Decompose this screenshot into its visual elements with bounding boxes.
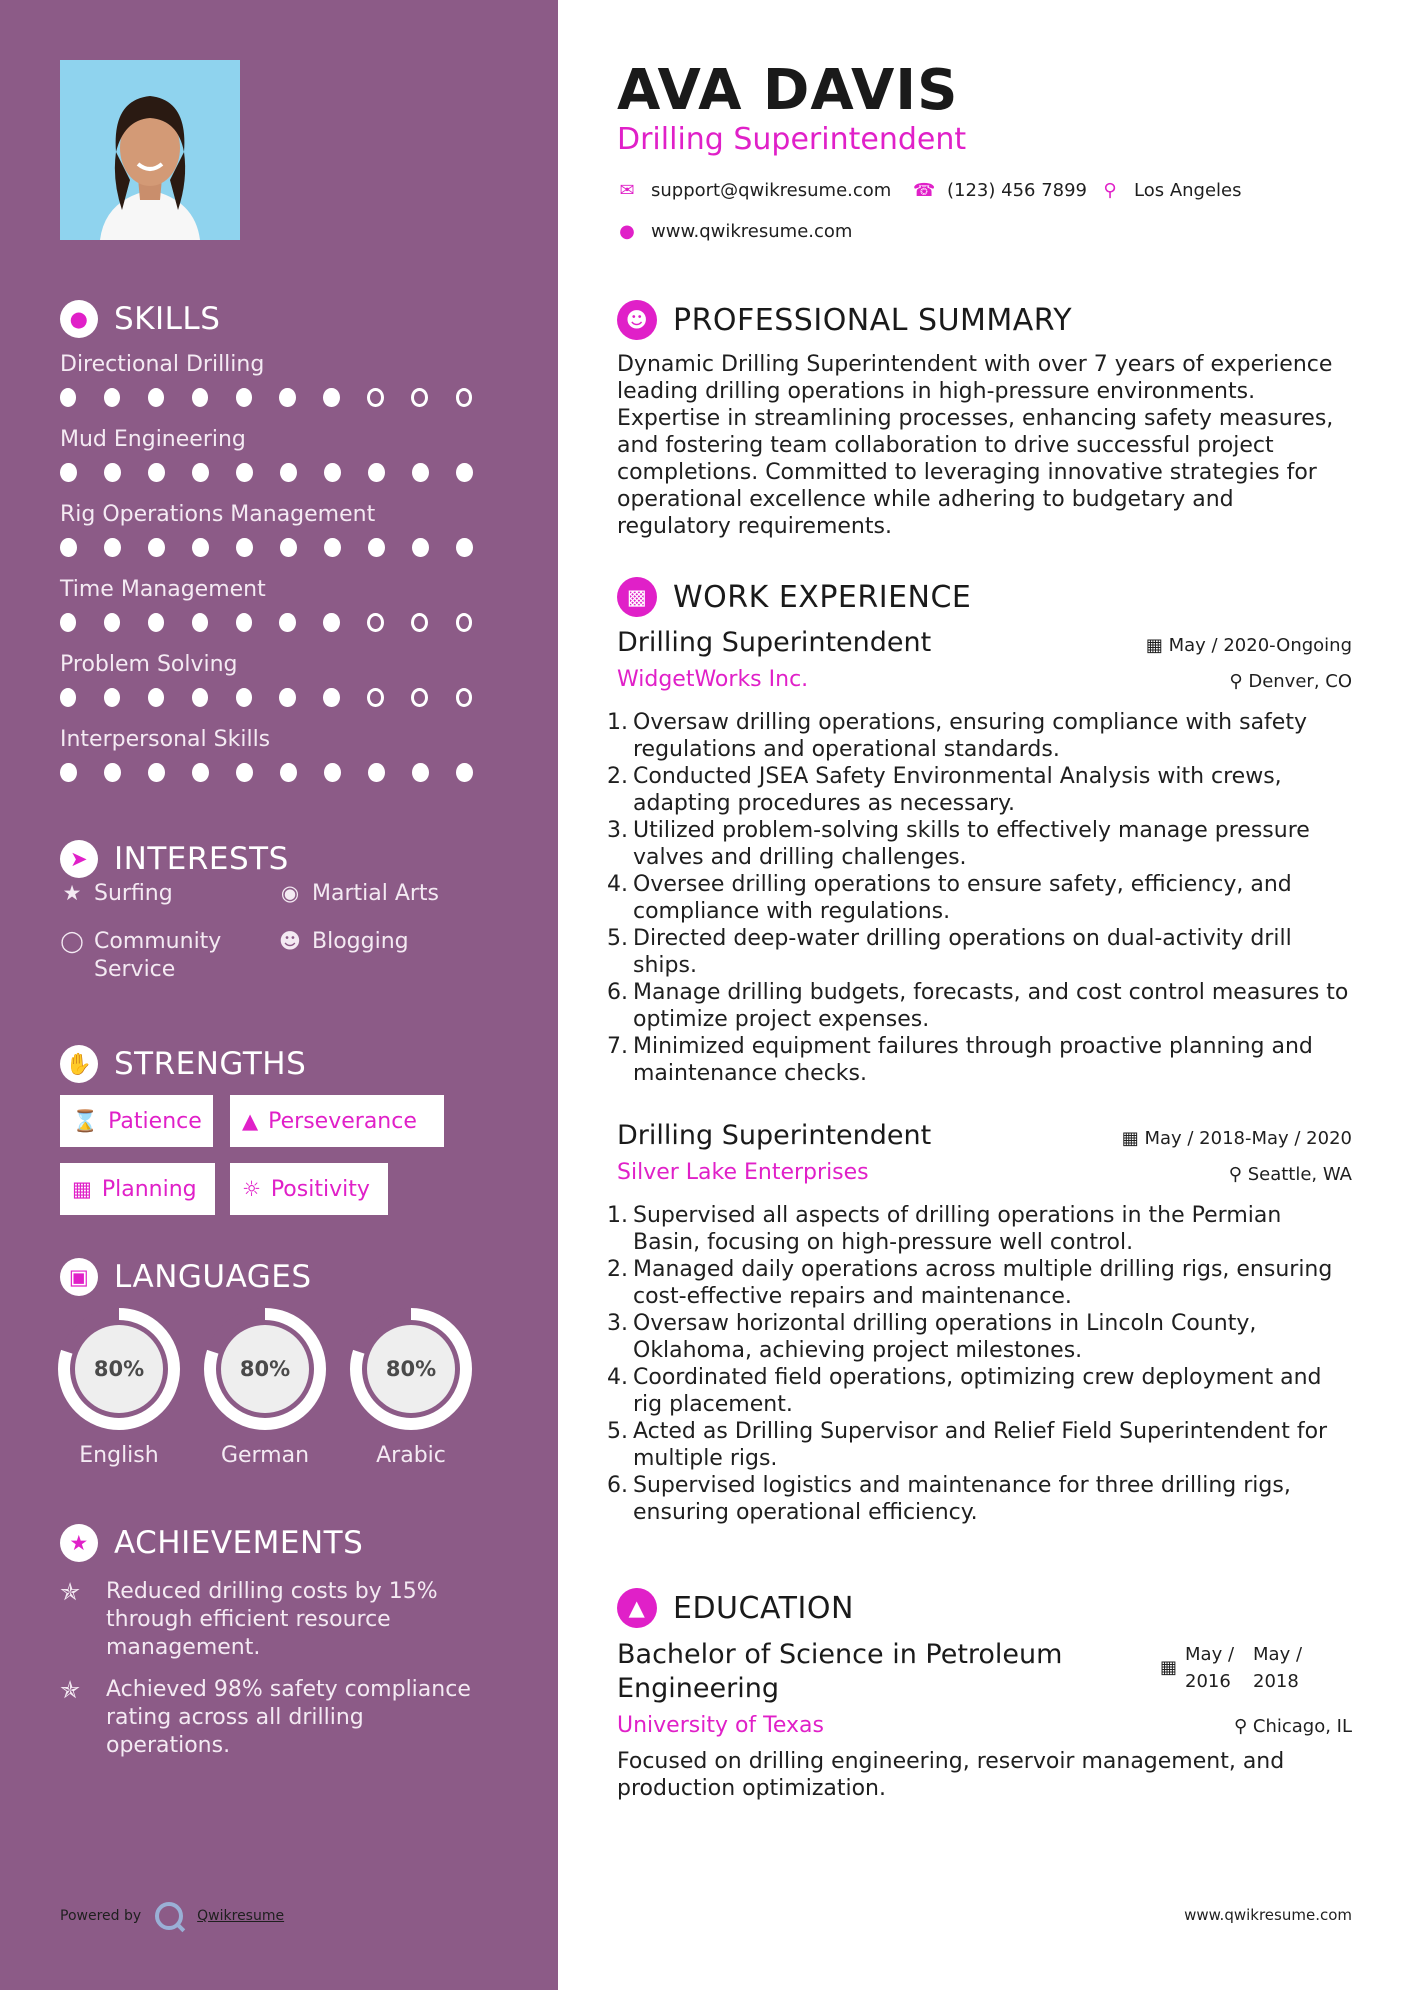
job-bullet — [607, 979, 1352, 1033]
calendar-icon: ▦ — [1121, 1128, 1139, 1149]
strength-chip: ⌛ Patience — [60, 1095, 213, 1147]
language-percent: 80% — [239, 1357, 291, 1381]
rating-dot-filled — [412, 538, 429, 557]
rating-dot-filled — [280, 763, 297, 782]
rating-dot-filled — [148, 538, 165, 557]
skill-item — [60, 352, 500, 427]
job-bullet — [607, 871, 1352, 925]
job-bullet — [607, 1256, 1352, 1310]
languages-heading: ▣ LANGUAGES — [60, 1258, 312, 1296]
job-bullet — [607, 1418, 1352, 1472]
contact-website — [617, 221, 852, 242]
language-item — [201, 1307, 329, 1468]
rating-dot-empty — [411, 613, 428, 632]
rating-dot-filled — [192, 688, 208, 707]
rating-dot-filled — [192, 613, 208, 632]
interests-heading: ➤ INTERESTS — [60, 840, 289, 878]
bullet-number: 2. — [607, 1257, 628, 1282]
job-title: Drilling Superintendent — [617, 627, 932, 658]
bullet-number: 4. — [607, 1365, 628, 1390]
skill-item — [60, 577, 500, 652]
skill-item — [60, 502, 500, 577]
fist-icon: ✋ — [60, 1045, 98, 1083]
school-name: University of Texas — [617, 1713, 824, 1738]
education-date: ▦ May / 2016 May / 2018 — [1160, 1641, 1313, 1695]
job-company: Silver Lake Enterprises — [617, 1160, 869, 1185]
phone-icon: ☎ — [913, 180, 936, 201]
rating-dot-filled — [412, 463, 429, 482]
rating-dot-filled — [236, 463, 253, 482]
star-burst-icon: ✯ — [60, 1676, 81, 1704]
bullet-number: 6. — [607, 980, 628, 1005]
pin-icon: ⚲ — [1228, 1164, 1242, 1185]
profile-photo — [60, 60, 240, 240]
lightbulb-icon: ● — [60, 300, 98, 338]
rating-dot-filled — [280, 538, 297, 557]
bullet-text: Coordinated field operations, optimizing crew deployment and rig placement. — [633, 1365, 1322, 1417]
language-item — [347, 1307, 475, 1468]
rating-dot-filled — [104, 688, 120, 707]
contact-location: ⚲ Los Angeles — [1100, 180, 1242, 201]
email-link[interactable]: support@qwikresume.com — [651, 180, 892, 201]
bullet-text: Utilized problem-solving skills to effectively manage pressure valves and drilling challenges. — [633, 818, 1310, 870]
calendar-icon: ▦ — [1160, 1657, 1178, 1678]
hourglass-icon: ⌛ — [72, 1108, 99, 1133]
education-location: ⚲ Chicago, IL — [1233, 1716, 1352, 1737]
star-burst-icon: ✯ — [60, 1578, 81, 1606]
skills-heading: ● SKILLS — [60, 300, 220, 338]
rating-dot-filled — [456, 763, 473, 782]
rating-dot-filled — [104, 613, 120, 632]
rating-dot-filled — [456, 463, 473, 482]
bullet-text: Supervised logistics and maintenance for three drilling rigs, ensuring operational efficiency. — [633, 1473, 1291, 1525]
rating-dot-filled — [324, 763, 341, 782]
language-name: German — [220, 1443, 310, 1468]
rating-dot-empty — [367, 688, 384, 707]
profile-portrait-image — [60, 60, 240, 240]
job-bullet — [607, 925, 1352, 979]
qwikresume-link[interactable]: Qwikresume — [197, 1908, 285, 1924]
language-percent: 80% — [385, 1357, 437, 1381]
rating-dot-empty — [367, 613, 384, 632]
rating-dot-filled — [60, 763, 77, 782]
qwikresume-logo-icon — [155, 1902, 183, 1930]
rating-dot-empty — [456, 388, 473, 407]
rating-dot-filled — [60, 688, 76, 707]
job-location: ⚲ Denver, CO — [1229, 671, 1352, 692]
calendar-icon: ▦ — [1145, 635, 1163, 656]
candidate-name: AVA DAVIS — [617, 58, 959, 123]
rating-dot-filled — [60, 463, 77, 482]
language-name: Arabic — [376, 1443, 446, 1468]
skills-list — [60, 352, 500, 802]
bullet-number: 2. — [607, 764, 628, 789]
rating-dot-empty — [456, 613, 473, 632]
skill-name: Interpersonal Skills — [60, 727, 271, 752]
skill-name: Problem Solving — [60, 652, 238, 677]
interest-item: ◯ Community Service — [60, 929, 222, 982]
powered-by: Powered by Qwikresume — [60, 1902, 284, 1930]
job-location: ⚲ Seattle, WA — [1228, 1164, 1352, 1185]
job-bullet — [607, 1202, 1352, 1256]
bullet-text: Directed deep-water drilling operations on dual-activity drill ships. — [633, 926, 1292, 978]
bullet-text: Managed daily operations across multiple drilling rigs, ensuring cost-effective repairs and maintenance. — [633, 1257, 1333, 1309]
education-description: Focused on drilling engineering, reservoir management, and production optimization. — [617, 1749, 1285, 1801]
rating-dot-filled — [192, 463, 209, 482]
pin-icon: ⚲ — [1233, 1716, 1248, 1737]
bullet-text: Conducted JSEA Safety Environmental Analysis with crews, adapting procedures as necessary. — [633, 764, 1282, 816]
achievement-item: ✯ Achieved 98% safety compliance rating across all drilling operations. — [60, 1676, 471, 1758]
rating-dot-filled — [236, 763, 253, 782]
job-bullet — [607, 709, 1352, 763]
language-icon: ▣ — [60, 1258, 98, 1296]
skill-rating — [60, 538, 500, 557]
website-link[interactable]: www.qwikresume.com — [651, 221, 853, 242]
rating-dot-empty — [411, 388, 428, 407]
bullet-number: 5. — [607, 1419, 628, 1444]
skill-name: Mud Engineering — [60, 427, 246, 452]
main-content — [607, 0, 1352, 1990]
rating-dot-filled — [368, 538, 385, 557]
footer-url[interactable]: www.qwikresume.com — [1184, 1906, 1352, 1924]
users-icon: ☻ — [279, 929, 301, 953]
job-company: WidgetWorks Inc. — [617, 667, 809, 692]
graduation-icon: ▲ — [617, 1588, 657, 1628]
rating-dot-filled — [192, 763, 209, 782]
bullet-number: 1. — [607, 710, 628, 735]
contact-phone: ☎ (123) 456 7899 — [913, 180, 1088, 201]
skill-name: Rig Operations Management — [60, 502, 376, 527]
job-bullet — [607, 1033, 1352, 1087]
language-ring — [57, 1307, 181, 1431]
skill-name: Directional Drilling — [60, 352, 265, 377]
rating-dot-filled — [236, 388, 252, 407]
job-bullet — [607, 1310, 1352, 1364]
job-bullets — [607, 1202, 1352, 1526]
job-bullet — [607, 1364, 1352, 1418]
bullet-text: Oversaw drilling operations, ensuring compliance with safety regulations and operational standards. — [633, 710, 1307, 762]
summary-heading: ☻ PROFESSIONAL SUMMARY — [617, 300, 1072, 340]
briefcase-icon: ▩ — [617, 577, 657, 617]
rating-dot-filled — [148, 388, 164, 407]
rating-dot-filled — [60, 538, 77, 557]
rating-dot-filled — [456, 538, 473, 557]
bullet-number: 4. — [607, 872, 628, 897]
road-icon: ▲ — [242, 1109, 259, 1133]
rating-dot-filled — [192, 388, 208, 407]
job-bullet — [607, 817, 1352, 871]
strength-chip: ▲ Perseverance — [230, 1095, 444, 1147]
rating-dot-filled — [104, 388, 120, 407]
strengths-heading: ✋ STRENGTHS — [60, 1045, 306, 1083]
rating-dot-empty — [411, 688, 428, 707]
contact-email — [617, 180, 891, 201]
skill-rating — [60, 688, 500, 707]
rating-dot-filled — [60, 613, 76, 632]
job-date: ▦ May / 2018-May / 2020 — [1121, 1128, 1352, 1149]
skill-rating — [60, 613, 500, 632]
experience-heading: ▩ WORK EXPERIENCE — [617, 577, 971, 617]
rating-dot-filled — [412, 763, 429, 782]
map-pin-icon: ⚲ — [1103, 180, 1117, 201]
skill-item — [60, 652, 500, 727]
language-ring — [203, 1307, 327, 1431]
language-name: English — [79, 1443, 159, 1468]
language-ring — [349, 1307, 473, 1431]
education-heading: ▲ EDUCATION — [617, 1588, 854, 1628]
bullet-number: 7. — [607, 1034, 628, 1059]
rating-dot-filled — [104, 763, 121, 782]
trophy-icon: ★ — [60, 1524, 98, 1562]
skill-item — [60, 727, 500, 802]
rating-dot-filled — [148, 688, 164, 707]
star-icon: ★ — [62, 881, 82, 905]
pin-icon: ⚲ — [1229, 671, 1243, 692]
rating-dot-filled — [280, 463, 297, 482]
bullet-number: 5. — [607, 926, 628, 951]
globe-icon: ◉ — [280, 881, 300, 905]
skill-item — [60, 427, 500, 502]
skill-rating — [60, 388, 500, 407]
job-bullets — [607, 709, 1352, 1087]
job-date: ▦ May / 2020-Ongoing — [1145, 635, 1352, 656]
bullet-number: 1. — [607, 1203, 628, 1228]
rating-dot-filled — [192, 538, 209, 557]
skill-rating — [60, 763, 500, 782]
rating-dot-filled — [323, 613, 339, 632]
bullet-number: 3. — [607, 818, 628, 843]
sidebar — [0, 0, 558, 1990]
skill-name: Time Management — [60, 577, 266, 602]
rating-dot-filled — [148, 613, 164, 632]
rating-dot-filled — [279, 388, 295, 407]
job-bullet — [607, 1472, 1352, 1526]
hands-icon: ◯ — [60, 929, 84, 953]
rating-dot-filled — [148, 463, 165, 482]
sun-icon: ☼ — [242, 1177, 261, 1201]
bullet-text: Acted as Drilling Supervisor and Relief Field Superintendent for multiple rigs. — [633, 1419, 1328, 1471]
strength-chip: ☼ Positivity — [230, 1163, 388, 1215]
rating-dot-filled — [323, 388, 339, 407]
rating-dot-filled — [279, 688, 295, 707]
interest-item: ★ Surfing — [60, 880, 244, 908]
achievement-item: ✯ Reduced drilling costs by 15% through efficient resource management. — [60, 1578, 438, 1660]
job-title: Drilling Superintendent — [617, 1120, 932, 1151]
bullet-number: 3. — [607, 1311, 628, 1336]
envelope-icon: ✉ — [619, 180, 635, 201]
job-bullet — [607, 763, 1352, 817]
rating-dot-filled — [60, 388, 76, 407]
rating-dot-empty — [367, 388, 384, 407]
summary-text: Dynamic Drilling Superintendent with over 7 years of experience leading drilling operations in high-pressure environments. Expertise in streamlining processes, enhancing safety measures, and fostering team collaboration to drive successful project completions. Committed to leveraging innovative strategies for operational excellence while adhering to budgetary and regulatory requirements. — [617, 352, 1334, 539]
rating-dot-filled — [324, 463, 341, 482]
globe-icon: ● — [619, 221, 635, 242]
rating-dot-filled — [368, 463, 385, 482]
rating-dot-filled — [236, 613, 252, 632]
rating-dot-filled — [324, 538, 341, 557]
bullet-text: Minimized equipment failures through proactive planning and maintenance checks. — [633, 1034, 1313, 1086]
paper-plane-icon: ➤ — [60, 840, 98, 878]
skill-rating — [60, 463, 500, 482]
user-icon: ☻ — [617, 300, 657, 340]
interest-item: ◉ Martial Arts — [278, 880, 462, 908]
bullet-text: Oversaw horizontal drilling operations in Lincoln County, Oklahoma, achieving project milestones. — [633, 1311, 1257, 1363]
bullet-number: 6. — [607, 1473, 628, 1498]
achievements-heading: ★ ACHIEVEMENTS — [60, 1524, 363, 1562]
rating-dot-filled — [323, 688, 339, 707]
strength-chip: ▦ Planning — [60, 1163, 215, 1215]
rating-dot-filled — [236, 688, 252, 707]
language-item — [55, 1307, 183, 1468]
rating-dot-filled — [236, 538, 253, 557]
rating-dot-filled — [104, 538, 121, 557]
rating-dot-filled — [368, 763, 385, 782]
rating-dot-filled — [148, 763, 165, 782]
language-percent: 80% — [93, 1357, 145, 1381]
interest-item: ☻ Blogging — [279, 929, 409, 954]
rating-dot-filled — [279, 613, 295, 632]
bullet-text: Oversee drilling operations to ensure safety, efficiency, and compliance with regulations. — [633, 872, 1292, 924]
bullet-text: Manage drilling budgets, forecasts, and cost control measures to optimize project expenses. — [633, 980, 1349, 1032]
candidate-role: Drilling Superintendent — [617, 122, 967, 157]
degree-title: Bachelor of Science in Petroleum Engineering — [617, 1639, 1063, 1704]
rating-dot-empty — [456, 688, 473, 707]
bullet-text: Supervised all aspects of drilling operations in the Permian Basin, focusing on high-pressure well control. — [633, 1203, 1282, 1255]
calendar-icon: ▦ — [72, 1177, 92, 1201]
rating-dot-filled — [104, 463, 121, 482]
